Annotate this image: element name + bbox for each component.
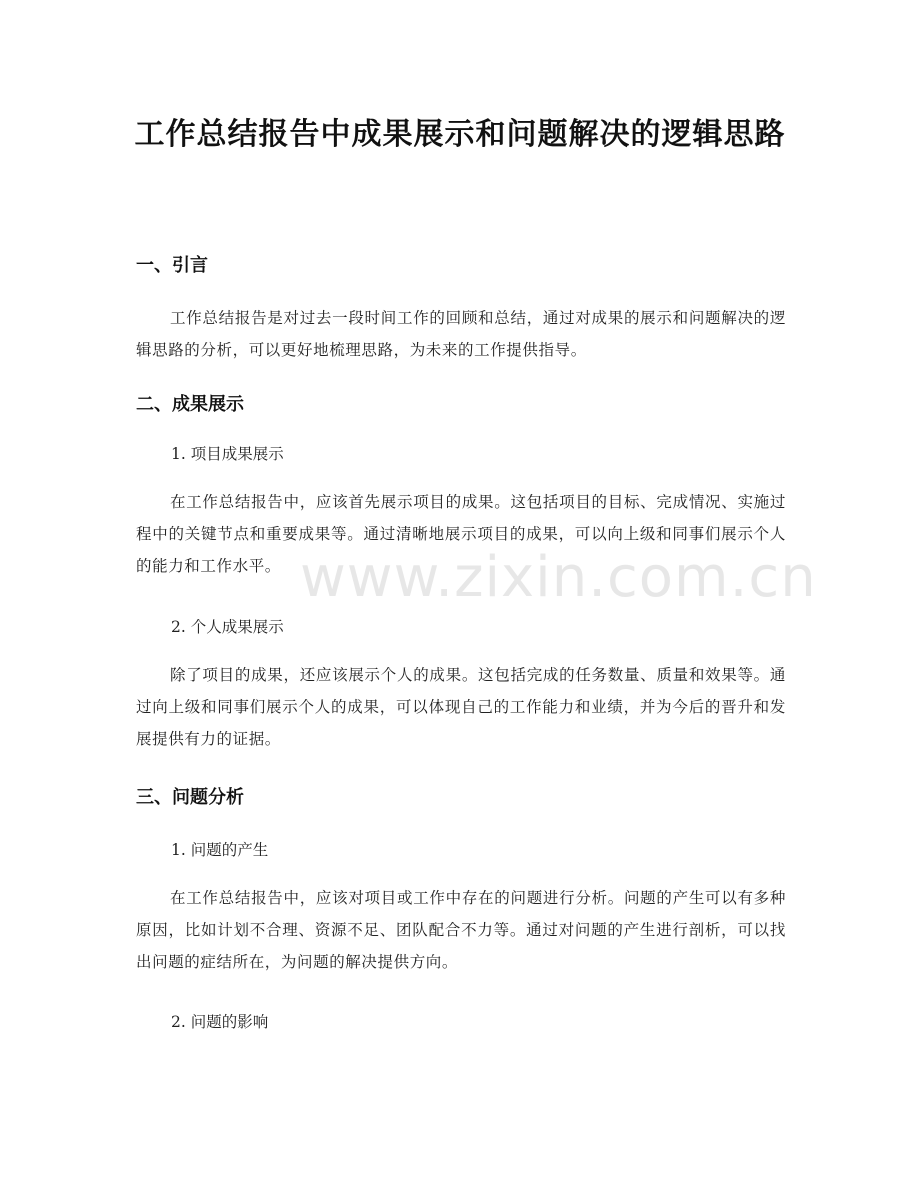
problem-origin-paragraph: 在工作总结报告中，应该对项目或工作中存在的问题进行分析。问题的产生可以有多种原因，比如计划不合理、资源不足、团队配合不力等。通过对问题的产生进行剖析，可以找出问题的症结所在，为问题的解决提供方向。 bbox=[136, 889, 786, 971]
section-heading-analysis: 三、问题分析 bbox=[136, 787, 244, 808]
subheading-problem-origin: 1. 问题的产生 bbox=[171, 841, 269, 859]
personal-results-paragraph: 除了项目的成果，还应该展示个人的成果。这包括完成的任务数量、质量和效果等。通过向上级和同事们展示个人的成果，可以体现自己的工作能力和业绩，并为今后的晋升和发展提供有力的证据。 bbox=[136, 666, 786, 748]
section-heading-results: 二、成果展示 bbox=[136, 394, 244, 415]
section-heading-intro: 一、引言 bbox=[136, 255, 208, 276]
project-results-paragraph: 在工作总结报告中，应该首先展示项目的成果。这包括项目的目标、完成情况、实施过程中的关键节点和重要成果等。通过清晰地展示项目的成果，可以向上级和同事们展示个人的能力和工作水平。 bbox=[136, 493, 786, 575]
subheading-project-results: 1. 项目成果展示 bbox=[171, 445, 284, 463]
subheading-problem-impact: 2. 问题的影响 bbox=[171, 1013, 269, 1031]
watermark-text: www.zixin.com.cn bbox=[300, 545, 817, 610]
subheading-personal-results: 2. 个人成果展示 bbox=[171, 618, 284, 636]
intro-paragraph: 工作总结报告是对过去一段时间工作的回顾和总结，通过对成果的展示和问题解决的逻辑思路的分析，可以更好地梳理思路，为未来的工作提供指导。 bbox=[136, 309, 786, 359]
document-title: 工作总结报告中成果展示和问题解决的逻辑思路 bbox=[134, 117, 786, 152]
